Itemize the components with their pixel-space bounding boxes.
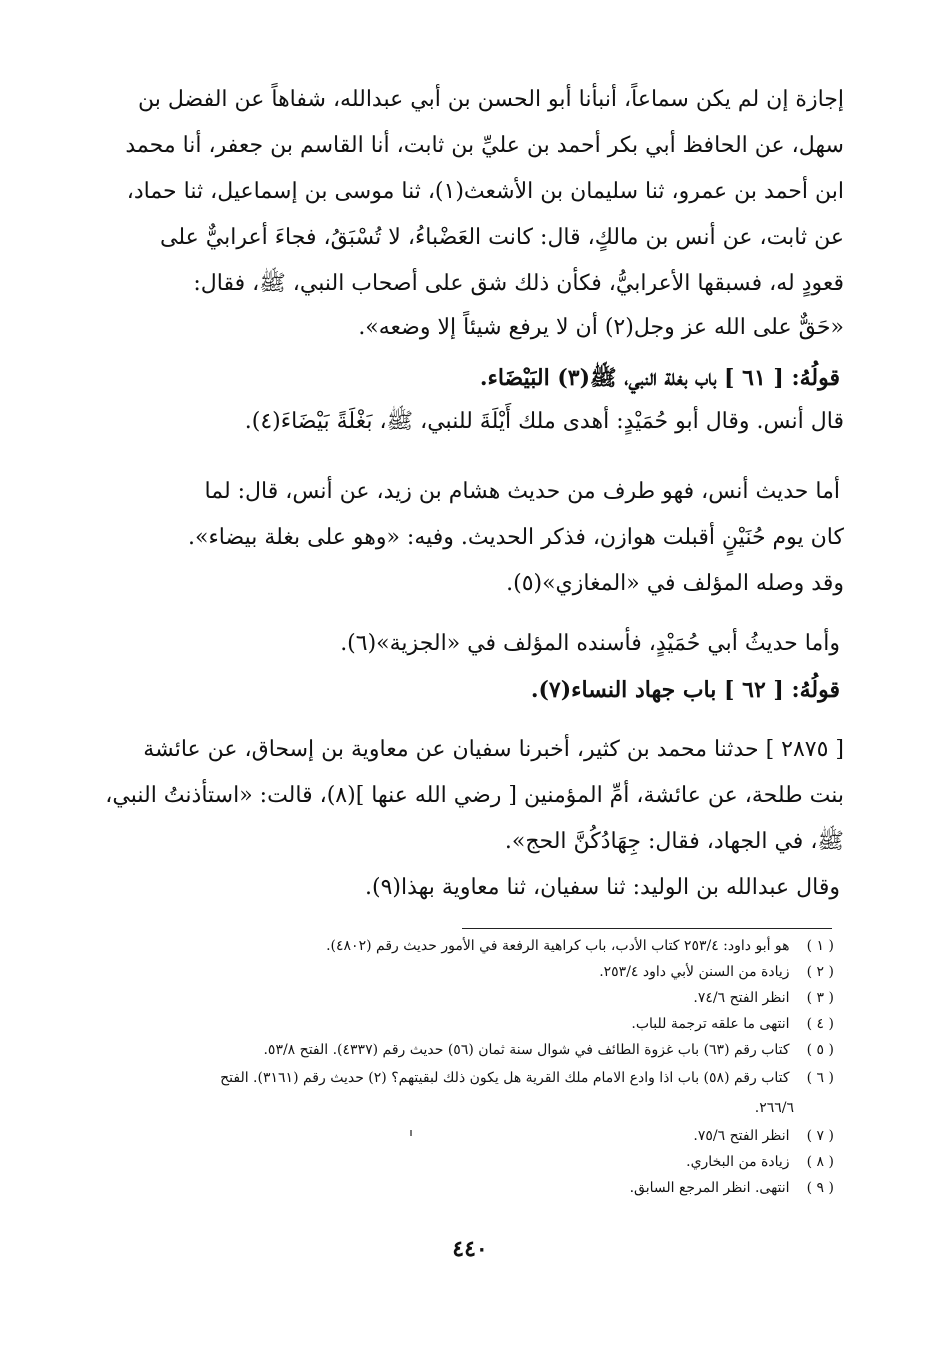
footnote-text: زيادة من السنن لأبي داود ٢٥٣/٤. <box>599 964 790 980</box>
para2-line-2: كان يوم حُنَيْنٍ أقبلت هوازن، فذكر الحديث. وفيه: «وهو على بغلة بيضاء». <box>187 525 844 550</box>
footnote-separator <box>462 928 832 929</box>
para3-line: وأما حديثُ أبي حُمَيْدٍ، فأسنده المؤلف في «الجزية»(٦). <box>340 631 840 656</box>
footnote-number: ( ٧ ) <box>806 1128 834 1144</box>
para5-line: وقال عبدالله بن الوليد: ثنا سفيان، ثنا معاوية بهذا(٩). <box>365 875 840 900</box>
section-heading-62: قولُهُ: [ ٦٢ ] باب جهاد النساء(٧). <box>530 677 840 703</box>
footnote-text: انظر الفتح ٧٤/٦. <box>693 990 790 1006</box>
footnote-3 <box>100 986 834 1010</box>
body-line-5: قعودٍ له، فسبقها الأعرابيُّ، فكأن ذلك شق على أصحاب النبي، ﷺ، فقال: <box>193 271 844 296</box>
footnote-number: ( ٣ ) <box>806 990 834 1006</box>
body-line-1: إجازة إن لم يكن سماعاً، أنبأنا أبو الحسن بن أبي عبدالله، شفاهاً عن الفضل بن <box>137 87 844 112</box>
footnote-number: ( ٦ ) <box>806 1070 834 1086</box>
para2-line-1: أما حديث أنس، فهو طرف من حديث هشام بن زيد، عن أنس، قال: لما <box>204 479 840 504</box>
hadith-line-1: [ ٢٨٧٥ ] حدثنا محمد بن كثير، أخبرنا سفيان عن معاوية بن إسحاق، عن عائشة <box>143 737 844 762</box>
footnote-number: ( ٩ ) <box>806 1180 834 1196</box>
footnote-1 <box>100 934 834 958</box>
body-line-6: «حَقٌّ على الله عز وجل(٢) أن لا يرفع شيئاً إلا وضعه». <box>358 315 844 340</box>
footnote-text: زيادة من البخاري. <box>686 1154 790 1170</box>
footnote-number: ( ٨ ) <box>806 1154 834 1170</box>
footnote-9 <box>100 1176 834 1200</box>
footnote-number: ( ٤ ) <box>806 1016 834 1032</box>
page-number: ٤٤٠ <box>452 1236 488 1262</box>
footnote-6 <box>100 1066 834 1090</box>
hadith-line-3: ﷺ، في الجهاد، فقال: جِهَادُكُنَّ الحج». <box>504 829 844 854</box>
scan-speck <box>410 1130 412 1136</box>
footnote-text: انتهى ما علقه ترجمة للباب. <box>631 1016 790 1032</box>
para2-line-3: وقد وصله المؤلف في «المغازي»(٥). <box>506 571 844 596</box>
footnote-number: ( ٢ ) <box>806 964 834 980</box>
footnote-text: كتاب رقم (٦٣) باب غزوة الطائف في شوال سنة ثمان (٥٦) حديث رقم (٤٣٣٧). الفتح ٥٣/٨. <box>263 1042 790 1058</box>
footnote-7 <box>100 1124 834 1148</box>
body-line-4: عن ثابت، عن أنس بن مالكٍ، قال: كانت العَضْباءُ، لا تُسْبَقُ، فجاءَ أعرابيٌّ على <box>160 225 844 250</box>
body-line-3: ابن أحمد بن عمرو، ثنا سليمان بن الأشعث(١)، ثنا موسى بن إسماعيل، ثنا حماد، <box>126 179 844 204</box>
footnote-text: هو أبو داود: ٢٥٣/٤ كتاب الأدب، باب كراهية الرفعة في الأمور حديث رقم (٤٨٠٢). <box>326 938 790 954</box>
hadith-line-2: بنت طلحة، عن عائشة، أمِّ المؤمنين [ رضي الله عنها ](٨)، قالت: «استأذنتُ النبي، <box>105 783 844 808</box>
footnote-8 <box>100 1150 834 1174</box>
footnote-6-continuation: ٢٦٦/٦. <box>754 1100 794 1116</box>
footnote-number: ( ٥ ) <box>806 1042 834 1058</box>
footnote-text: انتهى. انظر المرجع السابق. <box>629 1180 790 1196</box>
footnote-text: انظر الفتح ٧٥/٦. <box>693 1128 790 1144</box>
footnote-5 <box>100 1038 834 1062</box>
footnote-text: كتاب رقم (٥٨) باب اذا وادع الامام ملك القرية هل يكون ذلك لبقيتهم؟ (٢) حديث رقم (٣١٦١). الفتح <box>220 1070 790 1086</box>
footnote-2 <box>100 960 834 984</box>
section-heading-61: قولُهُ: [ ٦١ ] باب بغلة النبي، ﷺ(٣) البَيْضَاء. <box>479 365 840 391</box>
body-line-2: سهل، عن الحافظ أبي بكر أحمد بن عليِّ بن ثابت، أنا القاسم بن جعفر، أنا محمد <box>125 133 844 158</box>
anas-line: قال أنس. وقال أبو حُمَيْدٍ: أهدى ملك أَيْلَةَ للنبي، ﷺ، بَغْلَةً بَيْضَاءَ(٤). <box>244 409 844 434</box>
footnote-4 <box>100 1012 834 1036</box>
footnote-number: ( ١ ) <box>806 938 834 954</box>
